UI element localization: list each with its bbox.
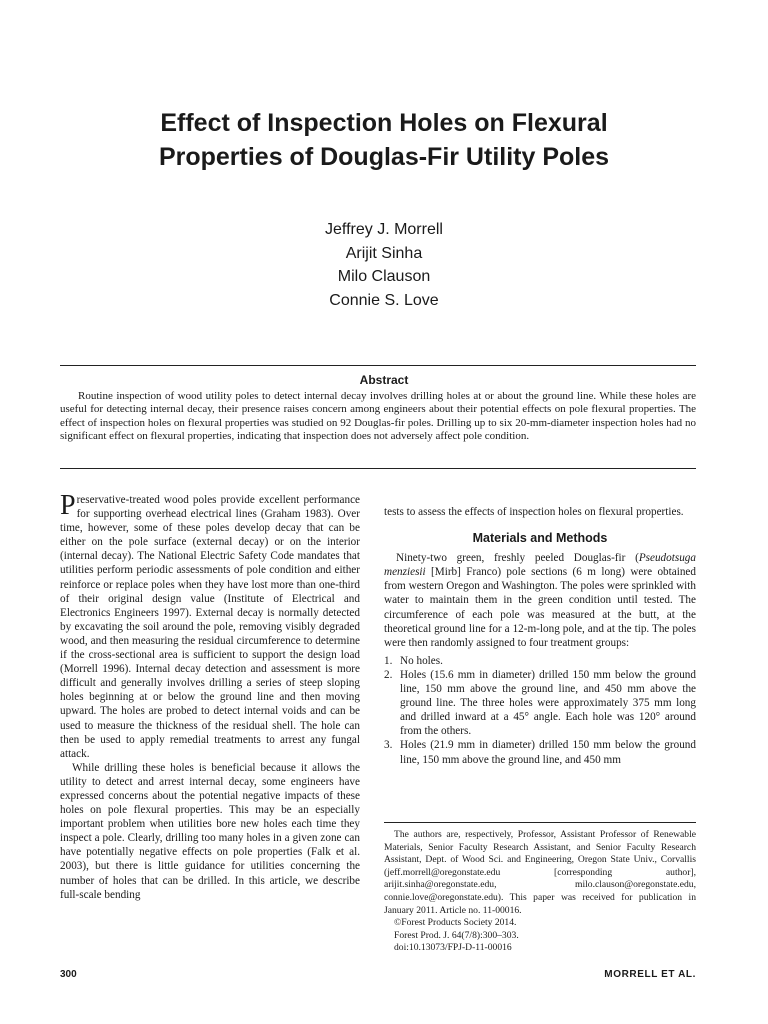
list-item: 1. No holes.	[384, 654, 443, 667]
list-item: 2. Holes (15.6 mm in diameter) drilled 150 mm below the ground line, 150 mm above the ground line, and 450 mm above the ground line. The three holes were approximately 375 mm long and drilled inward at a 45° angle. Each hole was 120° around from the others.	[384, 668, 696, 738]
author-name: Milo Clauson	[337, 268, 431, 285]
footnote-text: The authors are, respectively, Professor, Assistant Professor of Renewable Materials, Senior Faculty Research Assistant, and Senior Faculty Research Assistant, Dept. of Wood Sci. and Engineering, Oregon State Univ., Corvallis (jeff.morrell@oregonstate.edu [corresponding author], arijit.sinha@oregonstate.edu, milo.clauson@oregonstate.edu, connie.love@oregonstate.edu). This paper was received for publication in January 2011. Article no. 11-00016.	[384, 829, 696, 916]
abstract-bottom-rule	[60, 468, 696, 469]
intro-paragraph-text: reservative-treated wood poles provide excellent performance for supporting overhead electrical lines (Graham 1983). Over time, however, some of these poles develop decay that can be either on the pole surface (external decay) or on the interior (internal decay). The National Electric Safety Code mandates that utilities perform periodic assessments of pole condition and either reinforce or replace poles when they have lost more than one-third of their original design value (Institute of Electrical and Electronics Engineers 1997). External decay is normally detected by excavating the soil around the pole, removing visibly degraded wood, and then measuring the residual circumference to determine if the cross-sectional area is sufficient to support the design load (Morrell 1996). Internal decay detection and assessment is more difficult and generally involves drilling a series of steep sloping holes beginning at or below the ground line and then moving upward. The holes are probed to detect internal voids and can be used to measure the thickness of the residual shell. The hole can then be used to apply remedial treatments to arrest any fungal attack.	[60, 494, 360, 760]
section-heading: Materials and Methods	[472, 531, 608, 546]
intro-paragraph-2: While drilling these holes is beneficial because it allows the utility to detect and arrest internal decay, some engineers have expressed concerns about the potential negative impacts of these holes on pole flexural properties. This may be an especially important problem when utilities bore new holes each time they inspect a pole. Clearly, drilling too many holes in a given zone can have potentially negative effects on pole properties (Falk et al. 2003), but there is little guidance for utilities concerning the number of holes that can be drilled. In this article, we describe full-scale bending	[60, 761, 360, 901]
author-name: Jeffrey J. Morrell	[325, 221, 443, 238]
doi-line: doi:10.13073/FPJ-D-11-00016	[394, 942, 512, 954]
treatment-list	[384, 654, 696, 767]
abstract-heading: Abstract	[359, 373, 409, 387]
title-line-2: Properties of Douglas-Fir Utility Poles	[158, 143, 610, 171]
page-number: 300	[60, 969, 77, 980]
journal-citation: Forest Prod. J. 64(7/8):300–303.	[394, 929, 519, 941]
running-head: MORRELL ET AL.	[604, 969, 696, 980]
species-name: Pseudotsuga menziesii	[384, 552, 696, 579]
author-name: Arijit Sinha	[345, 244, 423, 262]
author-list	[0, 218, 768, 312]
author-footnote	[384, 822, 696, 955]
intro-paragraph	[60, 490, 360, 761]
abstract-text: Routine inspection of wood utility poles to detect internal decay involves drilling holes at or about the ground line. While these holes are useful for detecting internal decay, their presence raises concern among engineers about their potential effects on pole flexural properties. The effect of inspection holes on flexural properties was studied on 92 Douglas-fir poles. Drilling up to six 20-mm-diameter inspection holes had no significant effect on flexural properties, indicating that inspection does not adversely affect pole condition.	[60, 390, 696, 443]
title-line-1: Effect of Inspection Holes on Flexural	[160, 109, 608, 137]
abstract-top-rule	[60, 365, 696, 366]
author-name: Connie S. Love	[329, 291, 439, 309]
methods-paragraph: Ninety-two green, freshly peeled Douglas-fir (Pseudotsuga menziesii [Mirb] Franco) pole sections (6 m long) were obtained from western Oregon and Washington. The poles were sprinkled with water to maintain them in the green condition until tested. The circumference of each pole was measured at the butt, at the theoretical ground line for a 12-m-long pole, and at the tip. The poles were then randomly assigned to four treatment groups:	[384, 552, 696, 649]
left-column	[60, 490, 360, 902]
list-item: 3. Holes (21.9 mm in diameter) drilled 150 mm below the ground line, 150 mm above the ground line, and 450 mm	[384, 739, 696, 766]
right-column	[384, 505, 696, 767]
drop-cap: P	[60, 490, 76, 521]
copyright-line: ©Forest Products Society 2014.	[394, 917, 517, 929]
intro-paragraph-continued: tests to assess the effects of inspection holes on flexural properties.	[384, 506, 684, 518]
article-title	[0, 106, 768, 174]
